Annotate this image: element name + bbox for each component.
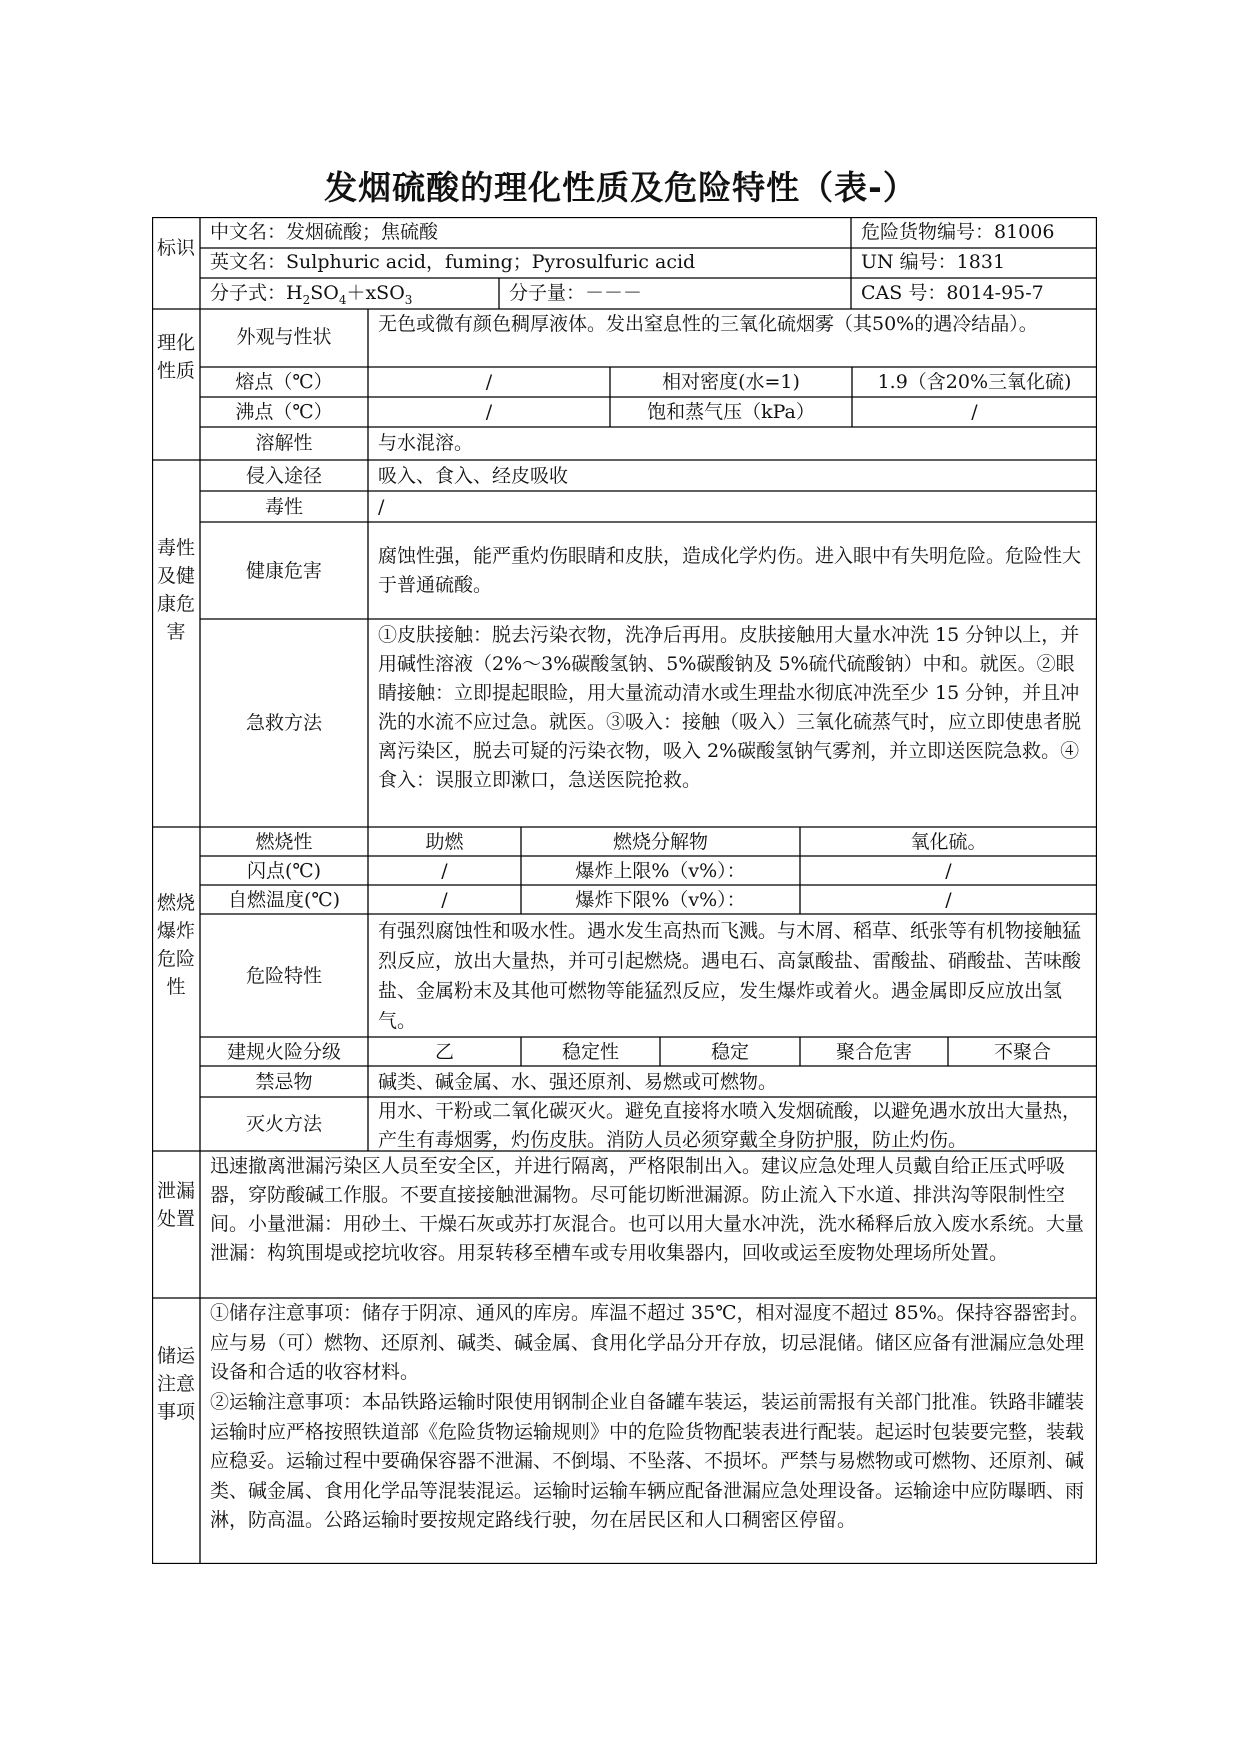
fire-class-label: 建规火险分级	[226, 1041, 341, 1063]
formula-xso: ＋xSO	[346, 282, 405, 304]
storage-para-2: ②运输注意事项：本品铁路运输时限使用钢制企业自备罐车装运，装运前需报有关部门批准。铁路非罐装运输时应严格按照铁道部《危险货物运输规则》中的危险货物配装表进行配装。起运时包装要完整，装载应稳妥。运输过程中要确保容器不泄漏、不倒塌、不坠落、不损坏。严禁与易燃物或可燃物、还原剂、碱类、碱金属、食用化学品等混装混运。运输时运输车辆应配备泄漏应急处理设备。运输途中应防曝晒、雨淋，防高温。公路运输时要按规定路线行驶，勿在居民区和人口稠密区停留。	[210, 1391, 1085, 1531]
uel-value: /	[945, 860, 952, 882]
section-physchem: 理化性质	[156, 332, 195, 382]
flash-value: /	[441, 860, 448, 882]
toxicity-label: 毒性	[264, 496, 303, 518]
dg-number: 危险货物编号：81006	[861, 221, 1055, 243]
mp-label: 熔点（℃）	[235, 371, 333, 393]
comb-value: 助燃	[425, 831, 464, 853]
comb-label: 燃烧性	[255, 831, 313, 853]
section-storage: 储运注意事项	[156, 1345, 195, 1423]
vp-label: 饱和蒸气压（kPa）	[647, 401, 815, 423]
route-value: 吸入、食入、经皮吸收	[378, 465, 569, 487]
taboo-value: 碱类、碱金属、水、强还原剂、易燃或可燃物。	[378, 1071, 778, 1093]
formula-so: SO	[310, 282, 339, 304]
bp-label: 沸点（℃）	[235, 401, 333, 423]
flash-label: 闪点(℃)	[246, 860, 322, 882]
extinguish-value: 用水、干粉或二氧化碳灭火。避免直接将水喷入发烟硫酸，以避免遇水放出大量热，产生有毒烟雾，灼伤皮肤。消防人员必须穿戴全身防护服，防止灼伤。	[378, 1100, 1082, 1151]
formula-sub2: 4	[338, 292, 347, 307]
formula-sub1: 2	[302, 292, 311, 307]
leak-value: 迅速撤离泄漏污染区人员至安全区，并进行隔离，严格限制出入。建议应急处理人员戴自给正压式呼吸器，穿防酸碱工作服。不要直接接触泄漏物。尽可能切断泄漏源。防止流入下水道、排洪沟等限制性空间。小量泄漏：用砂土、干燥石灰或苏打灰混合。也可以用大量水冲洗，洗水稀释后放入废水系统。大量泄漏：构筑围堤或挖坑收容。用泵转移至槽车或专用收集器内，回收或运至废物处理场所处置。	[210, 1155, 1085, 1264]
extinguish-label: 灭火方法	[245, 1113, 322, 1135]
storage-para-1: ①储存注意事项：储存于阴凉、通风的库房。库温不超过 35℃，相对湿度不超过 85%。保持容器密封。应与易（可）燃物、还原剂、碱类、碱金属、食用化学品分开存放，切忌混储。储区应备有泄漏应急处理设备和合适的收容材料。	[210, 1302, 1089, 1383]
molecular-weight: 分子量：－－－	[509, 282, 643, 304]
lel-value: /	[945, 889, 952, 911]
density-label: 相对密度(水=1)	[662, 371, 800, 393]
autoign-label: 自燃温度(℃)	[227, 889, 341, 911]
formula-h: H	[286, 282, 303, 304]
section-identification: 标识	[156, 237, 195, 259]
hazard-label: 危险特性	[245, 965, 322, 987]
cn-name: 中文名：发烟硫酸；焦硫酸	[210, 221, 439, 243]
lel-label: 爆炸下限%（v%）：	[575, 889, 746, 911]
route-label: 侵入途径	[245, 465, 322, 487]
appearance-value: 无色或微有颜色稠厚液体。发出窒息性的三氧化硫烟雾（其50%的遇冷结晶）。	[378, 313, 1038, 335]
msds-table	[152, 217, 1097, 1564]
appearance-label: 外观与性状	[236, 326, 332, 348]
polymerization-value: 不聚合	[993, 1041, 1051, 1063]
density-value: 1.9（含20%三氧化硫)	[877, 371, 1072, 393]
uel-label: 爆炸上限%（v%）：	[575, 860, 746, 882]
stability-value: 稳定	[710, 1041, 749, 1063]
solubility-value: 与水混溶。	[378, 432, 474, 454]
formula-sub3: 3	[404, 292, 413, 307]
hazard-value: 有强烈腐蚀性和吸水性。遇水发生高热而飞溅。与木屑、稻草、纸张等有机物接触猛烈反应，放出大量热，并可引起燃烧。遇电石、高氯酸盐、雷酸盐、硝酸盐、苦味酸盐、金属粉末及其他可燃物等能猛烈反应，发生爆炸或着火。遇金属即反应放出氢气。	[378, 920, 1082, 1032]
toxicity-value: /	[378, 496, 385, 518]
formula	[210, 279, 412, 314]
taboo-label: 禁忌物	[255, 1071, 313, 1093]
solubility-label: 溶解性	[255, 432, 313, 454]
health-value: 腐蚀性强，能严重灼伤眼睛和皮肤，造成化学灼伤。进入眼中有失明危险。危险性大于普通硫酸。	[378, 545, 1082, 596]
section-leak: 泄漏处置	[156, 1180, 195, 1230]
fire-class-value: 乙	[434, 1041, 454, 1063]
cas-number: CAS 号：8014-95-7	[861, 282, 1044, 304]
vp-value: /	[971, 401, 978, 423]
decomp-value: 氧化硫。	[910, 831, 987, 853]
mp-value: /	[485, 371, 493, 393]
polymerization-label: 聚合危害	[835, 1041, 912, 1063]
section-toxicity: 毒性及健康危害	[156, 537, 195, 643]
page-title: 发烟硫酸的理化性质及危险特性（表-）	[324, 168, 917, 207]
firstaid-value: ①皮肤接触：脱去污染衣物，洗净后再用。皮肤接触用大量水冲洗 15 分钟以上，并用碱性溶液（2%～3%碳酸氢钠、5%碳酸钠及 5%硫代硫酸钠）中和。就医。②眼睛接触：立即提起眼睑，用大量流动清水或生理盐水彻底冲洗至少 15 分钟，并且冲洗的水流不应过急。就医。③吸入：接触（吸入）三氧化硫蒸气时，应立即使患者脱离污染区，脱去可疑的污染衣物，吸入 2%碳酸氢钠气雾剂，并立即送医院急救。④食入：误服立即漱口，急送医院抢救。	[378, 624, 1082, 791]
health-label: 健康危害	[245, 560, 322, 582]
stability-label: 稳定性	[561, 1041, 619, 1063]
un-number: UN 编号：1831	[861, 251, 1006, 273]
decomp-label: 燃烧分解物	[612, 831, 708, 853]
bp-value: /	[485, 401, 493, 423]
formula-label: 分子式：	[210, 282, 287, 304]
autoign-value: /	[441, 889, 448, 911]
firstaid-label: 急救方法	[245, 712, 322, 734]
section-combustion: 燃烧爆炸危险性	[156, 892, 195, 998]
en-name: 英文名：Sulphuric acid，fuming；Pyrosulfuric acid	[210, 251, 696, 273]
